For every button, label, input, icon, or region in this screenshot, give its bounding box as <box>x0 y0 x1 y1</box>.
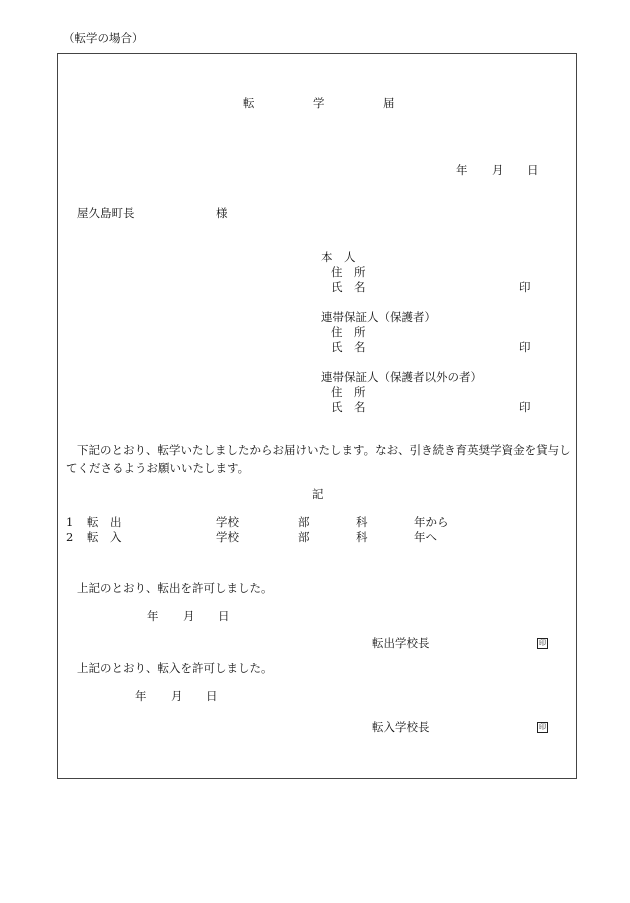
addressee-name: 屋久島町長 <box>77 206 135 220</box>
permit-out-date-day: 日 <box>218 609 230 623</box>
guarantor-other-name-label: 氏 名 <box>331 400 366 414</box>
row-course-label: 科 <box>356 530 368 544</box>
permit-out-principal: 転出学校長 <box>372 636 430 650</box>
permit-out-text: 上記のとおり、転出を許可しました。 <box>77 581 273 595</box>
guarantor-other-seal-mark: 印 <box>519 400 531 414</box>
guarantor-address-label: 住 所 <box>331 325 366 339</box>
row-number: 2 <box>66 530 74 544</box>
date-year-label: 年 <box>456 163 468 177</box>
body-paragraph: 下記のとおり、転学いたしましたからお届けいたします。なお、引き続き育英奨学資金を貸与してくださるようお願いいたします。 <box>66 443 571 475</box>
permit-in-principal: 転入学校長 <box>372 720 430 734</box>
guarantor-seal-mark: 印 <box>519 340 531 354</box>
form-title-char: 転 <box>243 96 255 110</box>
applicant-name-label: 氏 名 <box>331 280 366 294</box>
guarantor-other-address-label: 住 所 <box>331 385 366 399</box>
row-school-label: 学校 <box>216 515 239 529</box>
applicant-address-label: 住 所 <box>331 265 366 279</box>
row-dept-label: 部 <box>298 530 310 544</box>
form-title-char: 届 <box>383 96 395 110</box>
permit-out-date-year: 年 <box>147 609 159 623</box>
date-month-label: 月 <box>492 163 504 177</box>
permit-out-date-month: 月 <box>183 609 195 623</box>
seal-icon: 印 <box>539 723 546 731</box>
permit-in-date-year: 年 <box>135 689 147 703</box>
form-title-char: 学 <box>313 96 325 110</box>
permit-in-date-month: 月 <box>171 689 183 703</box>
row-year-label: 年へ <box>414 530 437 544</box>
row-school-label: 学校 <box>216 530 239 544</box>
guarantor-name-label: 氏 名 <box>331 340 366 354</box>
permit-in-text: 上記のとおり、転入を許可しました。 <box>77 661 273 675</box>
guarantor-guardian-label: 連帯保証人（保護者） <box>321 310 436 324</box>
row-year-label: 年から <box>414 515 449 529</box>
applicant-self-label: 本 人 <box>321 250 356 264</box>
row-course-label: 科 <box>356 515 368 529</box>
addressee-honorific: 様 <box>216 206 228 220</box>
row-dept-label: 部 <box>298 515 310 529</box>
row-transfer-in-label: 転 入 <box>87 530 122 544</box>
guarantor-other-label: 連帯保証人（保護者以外の者） <box>321 370 482 384</box>
applicant-seal-mark: 印 <box>519 280 531 294</box>
form-caption: （転学の場合） <box>63 31 144 45</box>
seal-icon: 印 <box>539 639 546 647</box>
permit-in-date-day: 日 <box>206 689 218 703</box>
row-number: 1 <box>66 515 74 529</box>
row-transfer-out-label: 転 出 <box>87 515 122 529</box>
date-day-label: 日 <box>527 163 539 177</box>
ki-heading: 記 <box>312 487 324 501</box>
